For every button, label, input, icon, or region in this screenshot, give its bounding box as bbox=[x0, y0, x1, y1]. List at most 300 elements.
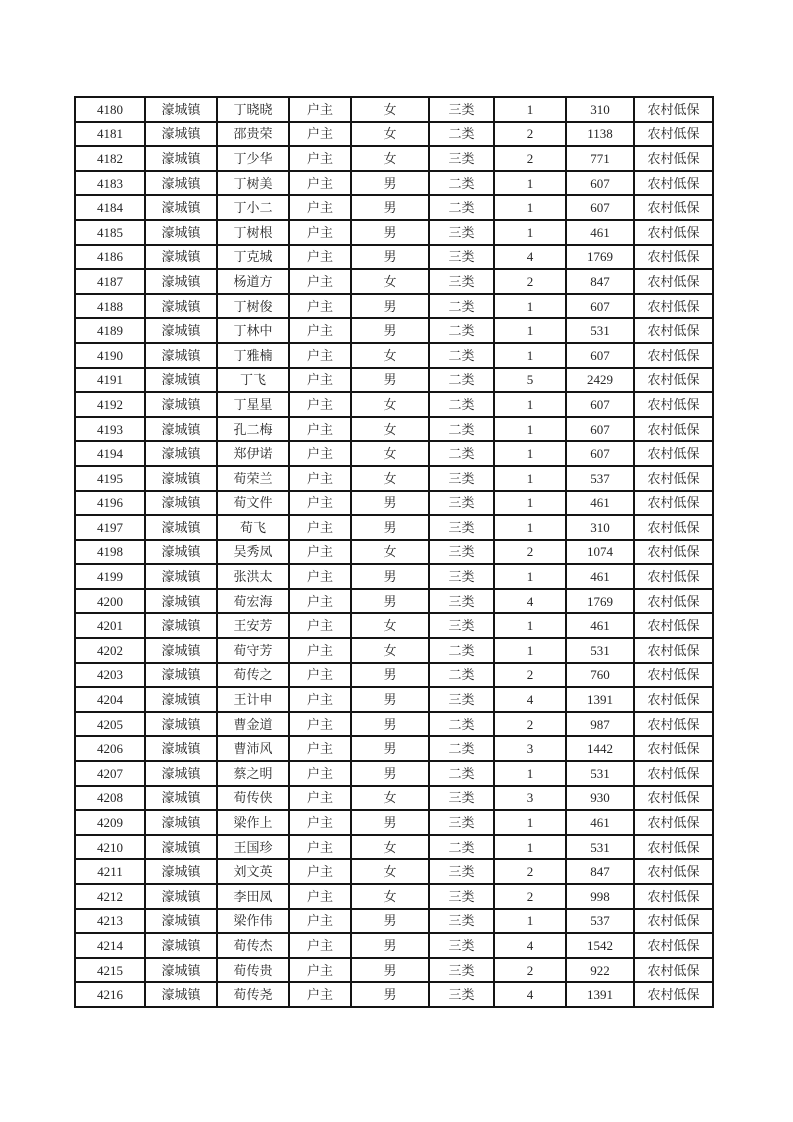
table-row bbox=[75, 663, 713, 688]
cell-program: 农村低保 bbox=[634, 491, 713, 516]
cell-name: 王国珍 bbox=[217, 835, 289, 860]
cell-amount: 1769 bbox=[566, 589, 634, 614]
cell-relation: 户主 bbox=[289, 146, 351, 171]
cell-gender: 男 bbox=[351, 761, 429, 786]
cell-amount: 847 bbox=[566, 269, 634, 294]
cell-gender: 女 bbox=[351, 343, 429, 368]
cell-name: 荀传之 bbox=[217, 663, 289, 688]
cell-program: 农村低保 bbox=[634, 97, 713, 122]
cell-category: 二类 bbox=[429, 417, 494, 442]
cell-count: 1 bbox=[494, 220, 566, 245]
table-row bbox=[75, 638, 713, 663]
cell-gender: 男 bbox=[351, 687, 429, 712]
cell-count: 1 bbox=[494, 441, 566, 466]
cell-program: 农村低保 bbox=[634, 736, 713, 761]
cell-name: 杨道方 bbox=[217, 269, 289, 294]
cell-count: 1 bbox=[494, 491, 566, 516]
cell-amount: 461 bbox=[566, 810, 634, 835]
cell-gender: 女 bbox=[351, 269, 429, 294]
cell-relation: 户主 bbox=[289, 859, 351, 884]
cell-program: 农村低保 bbox=[634, 638, 713, 663]
cell-category: 二类 bbox=[429, 343, 494, 368]
table-row bbox=[75, 417, 713, 442]
welfare-table bbox=[74, 96, 714, 1008]
table-row bbox=[75, 884, 713, 909]
table-row bbox=[75, 122, 713, 147]
cell-category: 三类 bbox=[429, 909, 494, 934]
cell-name: 邵贵荣 bbox=[217, 122, 289, 147]
cell-name: 李田凤 bbox=[217, 884, 289, 909]
cell-id: 4207 bbox=[75, 761, 145, 786]
cell-category: 三类 bbox=[429, 613, 494, 638]
cell-town: 濠城镇 bbox=[145, 835, 217, 860]
cell-amount: 531 bbox=[566, 638, 634, 663]
cell-amount: 531 bbox=[566, 761, 634, 786]
cell-program: 农村低保 bbox=[634, 982, 713, 1007]
cell-id: 4190 bbox=[75, 343, 145, 368]
cell-town: 濠城镇 bbox=[145, 466, 217, 491]
cell-program: 农村低保 bbox=[634, 761, 713, 786]
cell-category: 三类 bbox=[429, 220, 494, 245]
cell-category: 三类 bbox=[429, 810, 494, 835]
cell-town: 濠城镇 bbox=[145, 318, 217, 343]
cell-id: 4199 bbox=[75, 564, 145, 589]
cell-amount: 310 bbox=[566, 515, 634, 540]
cell-town: 濠城镇 bbox=[145, 712, 217, 737]
cell-program: 农村低保 bbox=[634, 343, 713, 368]
cell-relation: 户主 bbox=[289, 958, 351, 983]
cell-category: 三类 bbox=[429, 589, 494, 614]
cell-gender: 男 bbox=[351, 294, 429, 319]
cell-amount: 461 bbox=[566, 491, 634, 516]
cell-gender: 男 bbox=[351, 958, 429, 983]
table-row bbox=[75, 97, 713, 122]
cell-category: 三类 bbox=[429, 564, 494, 589]
cell-program: 农村低保 bbox=[634, 515, 713, 540]
cell-amount: 310 bbox=[566, 97, 634, 122]
cell-town: 濠城镇 bbox=[145, 687, 217, 712]
cell-name: 吴秀凤 bbox=[217, 540, 289, 565]
table-body bbox=[75, 97, 713, 1007]
cell-program: 农村低保 bbox=[634, 245, 713, 270]
cell-program: 农村低保 bbox=[634, 958, 713, 983]
cell-town: 濠城镇 bbox=[145, 761, 217, 786]
cell-town: 濠城镇 bbox=[145, 786, 217, 811]
cell-id: 4180 bbox=[75, 97, 145, 122]
cell-gender: 女 bbox=[351, 613, 429, 638]
cell-category: 二类 bbox=[429, 712, 494, 737]
cell-town: 濠城镇 bbox=[145, 663, 217, 688]
cell-program: 农村低保 bbox=[634, 859, 713, 884]
cell-id: 4214 bbox=[75, 933, 145, 958]
cell-amount: 531 bbox=[566, 318, 634, 343]
cell-id: 4181 bbox=[75, 122, 145, 147]
table-row bbox=[75, 810, 713, 835]
cell-id: 4195 bbox=[75, 466, 145, 491]
cell-count: 3 bbox=[494, 786, 566, 811]
cell-id: 4208 bbox=[75, 786, 145, 811]
cell-name: 荀宏海 bbox=[217, 589, 289, 614]
cell-id: 4213 bbox=[75, 909, 145, 934]
cell-name: 丁树美 bbox=[217, 171, 289, 196]
cell-category: 三类 bbox=[429, 245, 494, 270]
cell-count: 4 bbox=[494, 589, 566, 614]
cell-program: 农村低保 bbox=[634, 712, 713, 737]
cell-count: 2 bbox=[494, 958, 566, 983]
cell-id: 4197 bbox=[75, 515, 145, 540]
cell-gender: 男 bbox=[351, 736, 429, 761]
cell-program: 农村低保 bbox=[634, 195, 713, 220]
cell-gender: 男 bbox=[351, 491, 429, 516]
cell-relation: 户主 bbox=[289, 712, 351, 737]
cell-amount: 987 bbox=[566, 712, 634, 737]
cell-relation: 户主 bbox=[289, 466, 351, 491]
cell-id: 4182 bbox=[75, 146, 145, 171]
table-row bbox=[75, 687, 713, 712]
cell-program: 农村低保 bbox=[634, 564, 713, 589]
cell-category: 三类 bbox=[429, 933, 494, 958]
cell-category: 二类 bbox=[429, 441, 494, 466]
cell-relation: 户主 bbox=[289, 564, 351, 589]
cell-name: 荀传贵 bbox=[217, 958, 289, 983]
cell-id: 4203 bbox=[75, 663, 145, 688]
cell-gender: 女 bbox=[351, 638, 429, 663]
table-row bbox=[75, 613, 713, 638]
cell-gender: 女 bbox=[351, 122, 429, 147]
cell-gender: 女 bbox=[351, 540, 429, 565]
cell-name: 蔡之明 bbox=[217, 761, 289, 786]
table-row bbox=[75, 564, 713, 589]
cell-program: 农村低保 bbox=[634, 269, 713, 294]
cell-id: 4193 bbox=[75, 417, 145, 442]
cell-relation: 户主 bbox=[289, 589, 351, 614]
cell-count: 1 bbox=[494, 909, 566, 934]
cell-name: 梁作上 bbox=[217, 810, 289, 835]
cell-category: 二类 bbox=[429, 171, 494, 196]
cell-program: 农村低保 bbox=[634, 884, 713, 909]
cell-town: 濠城镇 bbox=[145, 909, 217, 934]
cell-town: 濠城镇 bbox=[145, 343, 217, 368]
cell-amount: 461 bbox=[566, 564, 634, 589]
cell-gender: 男 bbox=[351, 933, 429, 958]
cell-town: 濠城镇 bbox=[145, 491, 217, 516]
cell-program: 农村低保 bbox=[634, 835, 713, 860]
cell-town: 濠城镇 bbox=[145, 859, 217, 884]
cell-town: 濠城镇 bbox=[145, 245, 217, 270]
cell-town: 濠城镇 bbox=[145, 589, 217, 614]
cell-relation: 户主 bbox=[289, 663, 351, 688]
cell-category: 三类 bbox=[429, 859, 494, 884]
cell-count: 1 bbox=[494, 171, 566, 196]
cell-id: 4188 bbox=[75, 294, 145, 319]
cell-gender: 男 bbox=[351, 810, 429, 835]
cell-count: 1 bbox=[494, 515, 566, 540]
cell-gender: 男 bbox=[351, 318, 429, 343]
cell-gender: 女 bbox=[351, 417, 429, 442]
cell-name: 孔二梅 bbox=[217, 417, 289, 442]
cell-count: 4 bbox=[494, 933, 566, 958]
cell-amount: 1769 bbox=[566, 245, 634, 270]
cell-town: 濠城镇 bbox=[145, 613, 217, 638]
cell-count: 1 bbox=[494, 761, 566, 786]
cell-count: 1 bbox=[494, 97, 566, 122]
cell-count: 5 bbox=[494, 368, 566, 393]
cell-name: 丁林中 bbox=[217, 318, 289, 343]
cell-amount: 607 bbox=[566, 392, 634, 417]
cell-count: 1 bbox=[494, 417, 566, 442]
cell-gender: 男 bbox=[351, 909, 429, 934]
cell-relation: 户主 bbox=[289, 909, 351, 934]
cell-count: 3 bbox=[494, 736, 566, 761]
cell-relation: 户主 bbox=[289, 687, 351, 712]
cell-category: 二类 bbox=[429, 392, 494, 417]
cell-relation: 户主 bbox=[289, 835, 351, 860]
cell-town: 濠城镇 bbox=[145, 810, 217, 835]
cell-category: 二类 bbox=[429, 294, 494, 319]
cell-amount: 461 bbox=[566, 220, 634, 245]
cell-amount: 760 bbox=[566, 663, 634, 688]
cell-relation: 户主 bbox=[289, 884, 351, 909]
cell-relation: 户主 bbox=[289, 540, 351, 565]
cell-program: 农村低保 bbox=[634, 589, 713, 614]
cell-amount: 537 bbox=[566, 909, 634, 934]
cell-count: 1 bbox=[494, 294, 566, 319]
cell-town: 濠城镇 bbox=[145, 195, 217, 220]
cell-program: 农村低保 bbox=[634, 392, 713, 417]
cell-id: 4212 bbox=[75, 884, 145, 909]
table-row bbox=[75, 859, 713, 884]
cell-id: 4198 bbox=[75, 540, 145, 565]
cell-name: 丁雅楠 bbox=[217, 343, 289, 368]
cell-amount: 771 bbox=[566, 146, 634, 171]
cell-program: 农村低保 bbox=[634, 687, 713, 712]
cell-count: 1 bbox=[494, 835, 566, 860]
cell-category: 三类 bbox=[429, 958, 494, 983]
cell-amount: 1391 bbox=[566, 982, 634, 1007]
cell-count: 2 bbox=[494, 712, 566, 737]
cell-program: 农村低保 bbox=[634, 786, 713, 811]
cell-program: 农村低保 bbox=[634, 122, 713, 147]
cell-name: 丁少华 bbox=[217, 146, 289, 171]
cell-relation: 户主 bbox=[289, 933, 351, 958]
cell-category: 三类 bbox=[429, 97, 494, 122]
cell-count: 2 bbox=[494, 663, 566, 688]
cell-town: 濠城镇 bbox=[145, 982, 217, 1007]
cell-relation: 户主 bbox=[289, 515, 351, 540]
cell-program: 农村低保 bbox=[634, 663, 713, 688]
cell-amount: 607 bbox=[566, 195, 634, 220]
cell-amount: 607 bbox=[566, 343, 634, 368]
cell-count: 1 bbox=[494, 318, 566, 343]
cell-gender: 女 bbox=[351, 441, 429, 466]
cell-name: 丁克城 bbox=[217, 245, 289, 270]
table-row bbox=[75, 343, 713, 368]
cell-name: 丁小二 bbox=[217, 195, 289, 220]
cell-program: 农村低保 bbox=[634, 318, 713, 343]
cell-id: 4194 bbox=[75, 441, 145, 466]
cell-town: 濠城镇 bbox=[145, 294, 217, 319]
table-row bbox=[75, 318, 713, 343]
cell-gender: 男 bbox=[351, 712, 429, 737]
cell-program: 农村低保 bbox=[634, 540, 713, 565]
cell-relation: 户主 bbox=[289, 392, 351, 417]
cell-name: 荀文件 bbox=[217, 491, 289, 516]
table-row bbox=[75, 933, 713, 958]
cell-gender: 男 bbox=[351, 515, 429, 540]
cell-town: 濠城镇 bbox=[145, 884, 217, 909]
table-row bbox=[75, 220, 713, 245]
cell-count: 2 bbox=[494, 122, 566, 147]
cell-category: 三类 bbox=[429, 466, 494, 491]
cell-name: 荀传杰 bbox=[217, 933, 289, 958]
table-row bbox=[75, 909, 713, 934]
cell-relation: 户主 bbox=[289, 761, 351, 786]
cell-count: 1 bbox=[494, 613, 566, 638]
cell-amount: 607 bbox=[566, 417, 634, 442]
cell-name: 郑伊诺 bbox=[217, 441, 289, 466]
cell-category: 二类 bbox=[429, 638, 494, 663]
cell-name: 梁作伟 bbox=[217, 909, 289, 934]
table-row bbox=[75, 736, 713, 761]
cell-id: 4186 bbox=[75, 245, 145, 270]
cell-amount: 1442 bbox=[566, 736, 634, 761]
table-row bbox=[75, 368, 713, 393]
cell-amount: 847 bbox=[566, 859, 634, 884]
cell-category: 二类 bbox=[429, 663, 494, 688]
table-row bbox=[75, 195, 713, 220]
cell-program: 农村低保 bbox=[634, 810, 713, 835]
cell-amount: 607 bbox=[566, 171, 634, 196]
table-row bbox=[75, 982, 713, 1007]
cell-category: 三类 bbox=[429, 491, 494, 516]
cell-relation: 户主 bbox=[289, 294, 351, 319]
cell-name: 荀飞 bbox=[217, 515, 289, 540]
cell-town: 濠城镇 bbox=[145, 564, 217, 589]
cell-count: 1 bbox=[494, 343, 566, 368]
table-row bbox=[75, 761, 713, 786]
cell-name: 丁晓晓 bbox=[217, 97, 289, 122]
cell-name: 荀荣兰 bbox=[217, 466, 289, 491]
table-row bbox=[75, 171, 713, 196]
cell-gender: 女 bbox=[351, 97, 429, 122]
cell-relation: 户主 bbox=[289, 613, 351, 638]
cell-id: 4192 bbox=[75, 392, 145, 417]
cell-gender: 男 bbox=[351, 564, 429, 589]
cell-count: 2 bbox=[494, 859, 566, 884]
cell-id: 4184 bbox=[75, 195, 145, 220]
cell-id: 4187 bbox=[75, 269, 145, 294]
cell-program: 农村低保 bbox=[634, 909, 713, 934]
table-row bbox=[75, 392, 713, 417]
cell-category: 二类 bbox=[429, 318, 494, 343]
cell-id: 4202 bbox=[75, 638, 145, 663]
cell-town: 濠城镇 bbox=[145, 392, 217, 417]
cell-gender: 男 bbox=[351, 589, 429, 614]
cell-id: 4201 bbox=[75, 613, 145, 638]
cell-name: 王安芳 bbox=[217, 613, 289, 638]
cell-category: 三类 bbox=[429, 540, 494, 565]
cell-category: 二类 bbox=[429, 736, 494, 761]
cell-amount: 531 bbox=[566, 835, 634, 860]
cell-name: 刘文英 bbox=[217, 859, 289, 884]
cell-id: 4215 bbox=[75, 958, 145, 983]
cell-town: 濠城镇 bbox=[145, 171, 217, 196]
cell-id: 4211 bbox=[75, 859, 145, 884]
cell-program: 农村低保 bbox=[634, 220, 713, 245]
cell-name: 王计申 bbox=[217, 687, 289, 712]
cell-count: 1 bbox=[494, 392, 566, 417]
cell-category: 二类 bbox=[429, 761, 494, 786]
cell-amount: 461 bbox=[566, 613, 634, 638]
cell-gender: 女 bbox=[351, 835, 429, 860]
cell-relation: 户主 bbox=[289, 195, 351, 220]
cell-relation: 户主 bbox=[289, 441, 351, 466]
cell-gender: 女 bbox=[351, 884, 429, 909]
cell-town: 濠城镇 bbox=[145, 97, 217, 122]
cell-id: 4206 bbox=[75, 736, 145, 761]
cell-relation: 户主 bbox=[289, 245, 351, 270]
cell-program: 农村低保 bbox=[634, 417, 713, 442]
table-row bbox=[75, 269, 713, 294]
cell-relation: 户主 bbox=[289, 171, 351, 196]
cell-gender: 女 bbox=[351, 466, 429, 491]
table-row bbox=[75, 515, 713, 540]
table-row bbox=[75, 835, 713, 860]
cell-category: 三类 bbox=[429, 884, 494, 909]
table-row bbox=[75, 540, 713, 565]
cell-amount: 1391 bbox=[566, 687, 634, 712]
cell-category: 三类 bbox=[429, 786, 494, 811]
cell-relation: 户主 bbox=[289, 786, 351, 811]
cell-relation: 户主 bbox=[289, 343, 351, 368]
cell-relation: 户主 bbox=[289, 736, 351, 761]
cell-category: 三类 bbox=[429, 687, 494, 712]
cell-id: 4210 bbox=[75, 835, 145, 860]
cell-count: 4 bbox=[494, 245, 566, 270]
cell-town: 濠城镇 bbox=[145, 933, 217, 958]
cell-gender: 男 bbox=[351, 171, 429, 196]
cell-program: 农村低保 bbox=[634, 933, 713, 958]
cell-amount: 1138 bbox=[566, 122, 634, 147]
cell-program: 农村低保 bbox=[634, 368, 713, 393]
table-row bbox=[75, 466, 713, 491]
cell-id: 4209 bbox=[75, 810, 145, 835]
cell-name: 丁树根 bbox=[217, 220, 289, 245]
cell-id: 4216 bbox=[75, 982, 145, 1007]
cell-town: 濠城镇 bbox=[145, 146, 217, 171]
cell-relation: 户主 bbox=[289, 810, 351, 835]
cell-town: 濠城镇 bbox=[145, 515, 217, 540]
cell-gender: 男 bbox=[351, 663, 429, 688]
cell-gender: 女 bbox=[351, 859, 429, 884]
cell-count: 1 bbox=[494, 564, 566, 589]
table-row bbox=[75, 294, 713, 319]
cell-count: 1 bbox=[494, 195, 566, 220]
cell-gender: 女 bbox=[351, 786, 429, 811]
cell-relation: 户主 bbox=[289, 982, 351, 1007]
cell-amount: 537 bbox=[566, 466, 634, 491]
cell-relation: 户主 bbox=[289, 269, 351, 294]
cell-id: 4191 bbox=[75, 368, 145, 393]
cell-name: 丁树俊 bbox=[217, 294, 289, 319]
cell-relation: 户主 bbox=[289, 368, 351, 393]
cell-category: 二类 bbox=[429, 835, 494, 860]
cell-amount: 922 bbox=[566, 958, 634, 983]
cell-gender: 女 bbox=[351, 392, 429, 417]
cell-id: 4204 bbox=[75, 687, 145, 712]
cell-category: 三类 bbox=[429, 146, 494, 171]
cell-count: 4 bbox=[494, 687, 566, 712]
